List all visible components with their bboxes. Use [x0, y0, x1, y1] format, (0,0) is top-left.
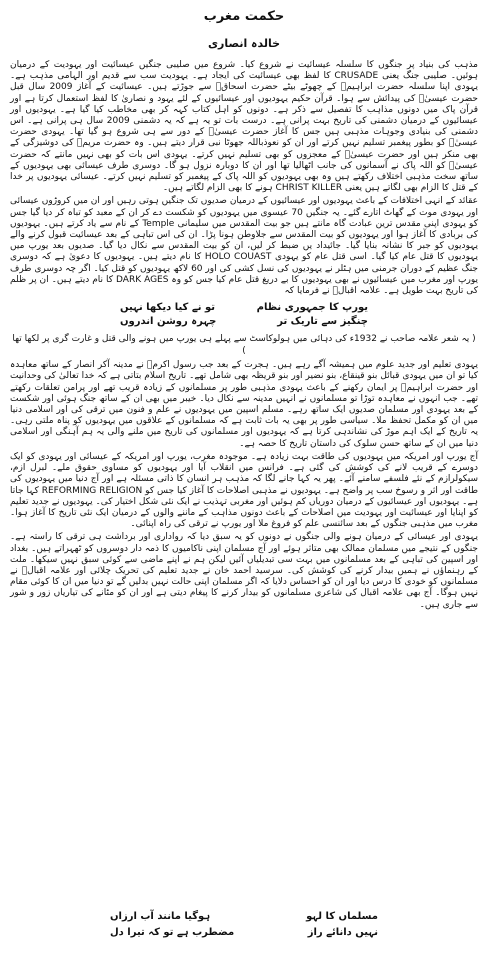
poem-half: تو نے کیا دیکھا نہیں — [120, 302, 215, 314]
poem-half: مسلماں کا لہو — [306, 911, 378, 922]
closing-couplet — [10, 909, 478, 941]
poem-half: چنگیز سے تاریک تر — [277, 316, 368, 328]
poem-line — [10, 301, 478, 315]
paragraph: یہودی تعلیم اور جدید علوم میں ہمیشہ آگے رہے ہیں۔ ہجرت کے بعد جب رسول اکرمؐ نے مدینہ آکر انصار کے ساتھ معاہدہ کیا تو ان میں یہودی قبائل بنو قینقاع، بنو نضیر اور بنو قریظہ بھی شامل تھے۔ تاریخ اسلام بتاتی ہے کہ خدا تعالیٰ کی وحدانیت اور حضرت ابراہیمؑ پر ایمان رکھنے کے باعث یہودی مذہبی طور پر مسلمانوں کے زیادہ قریب تھے اور پرامن تعلقات رکھتے تھے۔ جب انہوں نے معاہدہ توڑا تو مسلمانوں نے انہیں مدینہ سے نکال دیا۔ خیبر میں بھی ان کے ساتھ جنگ ہوئی اور شکست کے بعد یہودی اور مسلمان صدیوں ایک ساتھ رہے۔ مسلم اسپین میں یہودیوں نے علم و فنون میں ترقی کی اور اسلامی دنیا میں ان کو مکمل تحفظ ملا۔ سیاسی طور پر بھی یہ بات ثابت ہے کہ مسلمانوں کے علاقوں میں یہودیوں کو پناہ ملتی رہی۔ یہ تاریخ کے ایک اہم موڑ کی نشاندہی کرتا ہے کہ یہودیوں اور مسلمانوں کی تاریخ میں ملنے والی یہ ہم آہنگی اور اسلامی دنیا میں ان کے ساتھ حسن سلوک کی داستان تاریخ کا حصہ ہے۔ — [10, 360, 478, 449]
article-title: حکمت مغرب — [203, 9, 285, 24]
poem-couplet — [10, 301, 478, 329]
poem-half: مضطرب ہے تو کہ تیرا دل — [110, 927, 235, 938]
paragraph: مذہب کی بنیاد پر جنگوں کا سلسلہ عیسائیت نے شروع کیا۔ شروع میں صلیبی جنگیں عیسائیت اور یہودیت کے درمیان ہوئیں۔ صلیبی جنگ یعنی CRUSADE کا لفظ بھی عیسائیت کی ایجاد ہے۔ یہودیت سب سے قدیم اور الہامی مذہب ہے۔ یہودی اپنا سلسلہ حضرت ابراہیمؑ کے چھوٹے بیٹے حضرت اسحاقؑ سے جوڑتے ہیں۔ عیسائیت کے آغاز 2009 سال قبل حضرت عیسیٰؑ کی پیدائش سے ہوا۔ قرآن حکیم یہودیوں اور عیسائیوں کے لئے یہود و نصاریٰ کا لفظ استعمال کرتا ہے اور قرآن پاک میں دونوں مذاہب کا تفصیل سے ذکر ہے۔ دونوں کو اہل کتاب کہہ کر بھی مخاطب کیا گیا ہے۔ یہودیوں اور عیسائیوں کے درمیان دشمنی کی تاریخ بہت پرانی ہے۔ درست بات تو یہ ہے کہ یہ دشمنی 2009 سال ہی پرانی ہے۔ اس دشمنی کی بنیادی وجوہات مذہبی ہیں جس کا آغاز حضرت عیسیٰؑ کے دور سے ہی شروع ہو گیا تھا۔ یہودی حضرت عیسیٰؑ کو بطور پیغمبر تسلیم نہیں کرتے اور ان کو نعوذباللہ جھوٹا نبی قرار دیتے ہیں۔ وہ حضرت مریمؑ کی دوشیزگی کے بھی منکر ہیں اور حضرت عیسیٰؑ کے معجزوں کو بھی تسلیم نہیں کرتے۔ یہودی اس بات کو بھی نہیں مانتے کہ حضرت عیسیٰؑ کو اللہ پاک نے آسمانوں کی جانب اٹھالیا تھا اور ان کا دوبارہ نزول ہو گا۔ دوسری طرف عیسائی بھی یہودیوں کے ساتھ سخت مذہبی اختلاف رکھتے ہیں وہ بھی یہودیوں کو اللہ پاک کے پیغمبر کو تسلیم نہیں کرتے۔ عیسائی یہودیوں پر خدا کے قتل کا الزام بھی لگاتے ہیں یعنی CHRIST KILLER ہونے کا بھی الزام لگاتے ہیں۔ — [10, 60, 479, 194]
poem-half: ہوگیا مانند آب ارزاں — [110, 911, 211, 922]
article-body — [10, 60, 478, 297]
poem-half: یورپ کا جمہوری نظام — [256, 302, 368, 314]
paragraph: یہودی اور عیسائی کے درمیان ہونے والی جنگوں نے دونوں کو یہ سبق دیا کہ رواداری اور برداشت ہی ترقی کا راستہ ہے۔ جنگوں کے نتیجے میں مسلمان ممالک بھی متاثر ہوئے اور آج مسلمان اپنی ناکامیوں کا ذمہ دار دوسروں کو ٹھہراتے ہیں۔ بغداد اور اسپین کی تباہی کے بعد مسلمانوں میں بہت سی تبدیلیاں آئیں لیکن ہم نے اپنے ماضی سے کوئی سبق نہیں سیکھا۔ ملت کے رہنماؤں نے ہمیں بیدار کرنے کی کوشش کی۔ سرسید احمد خان نے جدید تعلیم کی تحریک چلائی اور علامہ اقبالؒ نے مسلمانوں کو خودی کا درس دیا اور ان کو احساس دلایا کہ اگر مسلمان اپنی حالت نہیں بدلیں گے تو دنیا میں ان کا کوئی مقام نہیں ہوگا۔ آج بھی علامہ اقبال کی شاعری مسلمانوں کو بیدار کرنے کا پیغام دیتی ہے اور ان کو مٹانے کی تیاریاں زور و شور سے جاری ہیں۔ — [10, 532, 478, 610]
poem-note: ( یہ شعر علامہ صاحب نے 1932ء کی دہائی میں ہولوکاسٹ سے پہلے ہی یورپ میں ہونے والی قتل و غارت گری پر لکھا تھا ) — [12, 334, 476, 357]
poem-line — [10, 315, 478, 329]
poem-half: نہیں دانائے راز — [307, 927, 378, 938]
paragraph: عقائد کے انہی اختلافات کے باعث یہودیوں اور عیسائیوں کے درمیان صدیوں تک جنگیں ہوتی رہیں اور ان میں کروڑوں عیسائی اور یہودی موت کے گھاٹ اتارے گئے۔ یہ جنگیں 70 عیسوی میں یہودیوں کو شکست دے کر ان کے معبد کو تباہ کر دیا گیا جس کو یہودی اپنی مقدس ترین عبادت گاہ مانتے ہیں جو بیت المقدس میں سلیمانی Temple کے نام سے یاد کرتے ہیں۔ یہودیوں کی بربادی کا آغاز ہوا اور یہودیوں کو بیت المقدس سے جلاوطن ہونا پڑا۔ ان کی اس تباہی کے بعد عیسائیت قبول کرنے والے یہودیوں کو جبر کا نشانہ بنایا گیا۔ جائیداد یں ضبط کر لیں، ان کو بیت المقدس سے نکال دیا گیا۔ صدیوں بعد یورپ میں یہودیوں کا قتل عام کیا گیا۔ اسی قتل عام کو یہودی HOLO COUAST کا نام دیتے ہیں۔ یہودیوں کا دعویٰ ہے کہ دوسری جنگ عظیم کے دوران جرمنی میں ہٹلر نے یہودیوں کی نسل کشی کی اور 60 لاکھ یہودیوں کو قتل کیا۔ اگر چہ دوسری طرف یورپ اور مغرب میں عیسائیوں نے بھی یہودیوں کا بے دریغ قتل عام کیا جس کو وہ DARK AGES کا نام دیتے ہیں۔ ان پر ظلم کی تاریخ بہت طویل ہے۔ علامہ اقبالؒ نے فرمایا کہ — [10, 196, 478, 297]
poem-line — [10, 925, 478, 941]
paragraph: آج یورپ اور امریکہ میں یہودیوں کی طاقت بہت زیادہ ہے۔ موجودہ مغرب، یورپ اور امریکہ کے عیسائی اور یہودی کو ایک دوسرے کے قریب لانے کی کوشش کی گئی ہے۔ فرانس میں انقلاب آیا اور یہودیوں کو مساوی حقوق ملے۔ لبرل ازم، سیکولرازم کے نئے فلسفے سامنے آئے۔ پھر یہ کہا جانے لگا کہ مذہب ہر انسان کا ذاتی مسئلہ ہے اور آج دنیا میں یہودیوں کی طاقت اور اثر و رسوخ سب پر واضح ہے۔ یہودیوں نے مذہبی اصلاحات کا آغاز کیا جس کو REFORMING RELIGION کہا جاتا ہے۔ یہودیوں اور عیسائیوں کے درمیان دوریاں کم ہوئیں اور مغربی تہذیب نے ایک نئی شکل اختیار کی۔ یہودیوں نے جدید تعلیم کو اپنایا اور عیسائیت اور یہودیت میں اصلاحات کے باعث دونوں مذاہب کے ماننے والوں کے درمیان ایک نئی تاریخ کا آغاز ہوا۔ مغرب میں مذہبی جنگوں کے بعد سائنسی علم کو فروغ ملا اور یورپ نے ترقی کی راہ اپنائی۔ — [10, 451, 479, 530]
article-body-continued — [10, 360, 478, 610]
poem-half: چہرہ روشن اندروں — [120, 316, 217, 328]
poem-line — [10, 909, 478, 925]
author-name: خالدہ انصاری — [207, 37, 281, 50]
